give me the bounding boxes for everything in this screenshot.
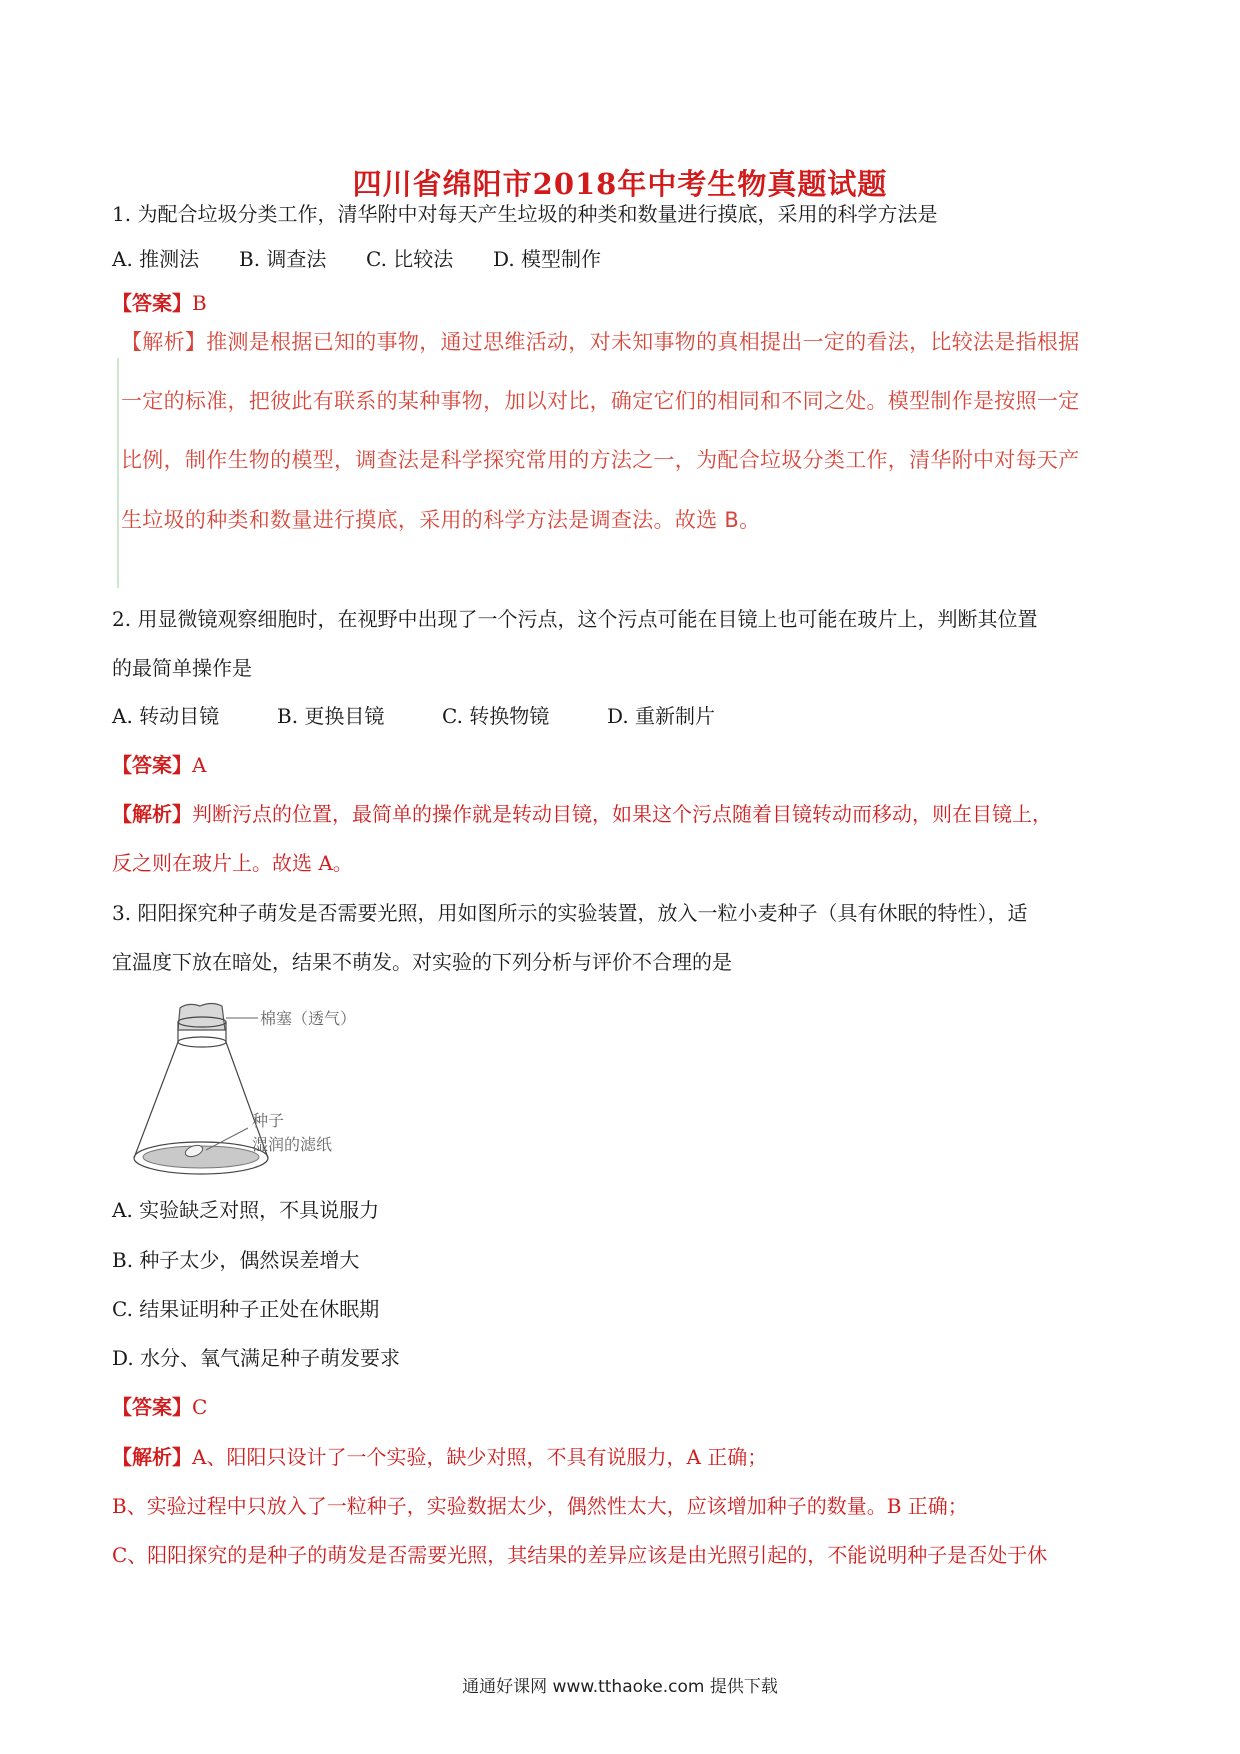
q2-answer — [112, 751, 1132, 779]
q2-analysis-line: 判断污点的位置，最简单的操作就是转动目镜，如果这个污点随着目镜转动而移动，则在目镜上， — [192, 802, 1052, 826]
q3-analysis-line: A、阳阳只设计了一个实验，缺少对照，不具有说服力，A 正确； — [192, 1445, 768, 1469]
seed-label: 种子 — [252, 1111, 285, 1130]
filter-paper-label: 湿润的滤纸 — [252, 1135, 333, 1154]
q2-answer-label: 【答案】 — [112, 753, 192, 777]
q1-analysis-line: 比例，制作生物的模型，调查法是科学探究常用的方法之一，为配合垃圾分类工作，清华附中对每天产 — [121, 448, 1080, 472]
q1-analysis-line: 一定的标准，把彼此有联系的某种事物，加以对比，确定它们的相同和不同之处。模型制作是按照一定 — [121, 389, 1080, 413]
q1-analysis-line: 生垃圾的种类和数量进行摸底，采用的科学方法是调查法。故选 B。 — [121, 508, 761, 532]
q3-stem-line: 宜温度下放在暗处，结果不萌发。对实验的下列分析与评价不合理的是 — [112, 950, 732, 974]
q3-analysis-label: 【解析】 — [112, 1445, 192, 1469]
q2-option-b: B. 更换目镜 — [277, 704, 385, 728]
q2-analysis-label: 【解析】 — [112, 802, 192, 826]
q1-options — [112, 245, 601, 273]
q2-options — [112, 702, 715, 730]
q2-answer-value: A — [192, 753, 207, 777]
q3-option-c: C. 结果证明种子正处在休眠期 — [112, 1297, 380, 1321]
q2-stem-line: 2. 用显微镜观察细胞时，在视野中出现了一个污点，这个污点可能在目镜上也可能在玻片上，判断其位置 — [112, 607, 1038, 631]
q3-option-a: A. 实验缺乏对照，不具说服力 — [112, 1198, 380, 1222]
flask-left-wall — [134, 1042, 178, 1158]
cotton-plug-label: 棉塞（透气） — [260, 1009, 357, 1028]
q1-option-d: D. 模型制作 — [493, 247, 602, 271]
q3-answer-label: 【答案】 — [112, 1395, 192, 1419]
page-title: 四川省绵阳市2018年中考生物真题试题 — [352, 167, 888, 201]
q3-option-d: D. 水分、氧气满足种子萌发要求 — [112, 1346, 401, 1370]
seed-germination-figure — [128, 1000, 408, 1180]
q1-option-b: B. 调查法 — [239, 247, 327, 271]
q2-analysis-line: 反之则在玻片上。故选 A。 — [112, 851, 353, 875]
q1-analysis-line: 【解析】推测是根据已知的事物，通过思维活动，对未知事物的真相提出一定的看法，比较法是指根据 — [121, 330, 1080, 354]
q2-analysis — [112, 800, 1132, 828]
q1-answer-label: 【答案】 — [112, 291, 192, 315]
q1-answer-value: B — [192, 291, 207, 315]
bottle-neck-bottom — [178, 1037, 226, 1047]
q3-analysis — [112, 1443, 1132, 1471]
q1-stem: 1. 为配合垃圾分类工作，清华附中对每天产生垃圾的种类和数量进行摸底，采用的科学方法是 — [112, 202, 938, 226]
q1-answer — [112, 289, 1132, 317]
q3-stem-line: 3. 阳阳探究种子萌发是否需要光照，用如图所示的实验装置，放入一粒小麦种子（具有休眠的特性），适 — [112, 901, 1028, 925]
q3-analysis-line: B、实验过程中只放入了一粒种子，实验数据太少，偶然性太大，应该增加种子的数量。B 正确； — [112, 1494, 968, 1518]
q1-analysis-scan — [117, 330, 1109, 588]
q2-stem-line: 的最简单操作是 — [112, 656, 252, 680]
q2-option-d: D. 重新制片 — [607, 704, 716, 728]
q2-option-c: C. 转换物镜 — [442, 704, 550, 728]
q1-option-c: C. 比较法 — [366, 247, 454, 271]
q3-answer — [112, 1393, 1132, 1421]
q1-option-a: A. 推测法 — [112, 247, 200, 271]
page-footer: 通通好课网 www.tthaoke.com 提供下载 — [462, 1677, 778, 1697]
q2-option-a: A. 转动目镜 — [112, 704, 220, 728]
q3-option-b: B. 种子太少，偶然误差增大 — [112, 1248, 360, 1272]
q3-analysis-line: C、阳阳探究的是种子的萌发是否需要光照，其结果的差异应该是由光照引起的，不能说明种子是否处于休 — [112, 1543, 1048, 1567]
q3-answer-value: C — [192, 1395, 208, 1419]
